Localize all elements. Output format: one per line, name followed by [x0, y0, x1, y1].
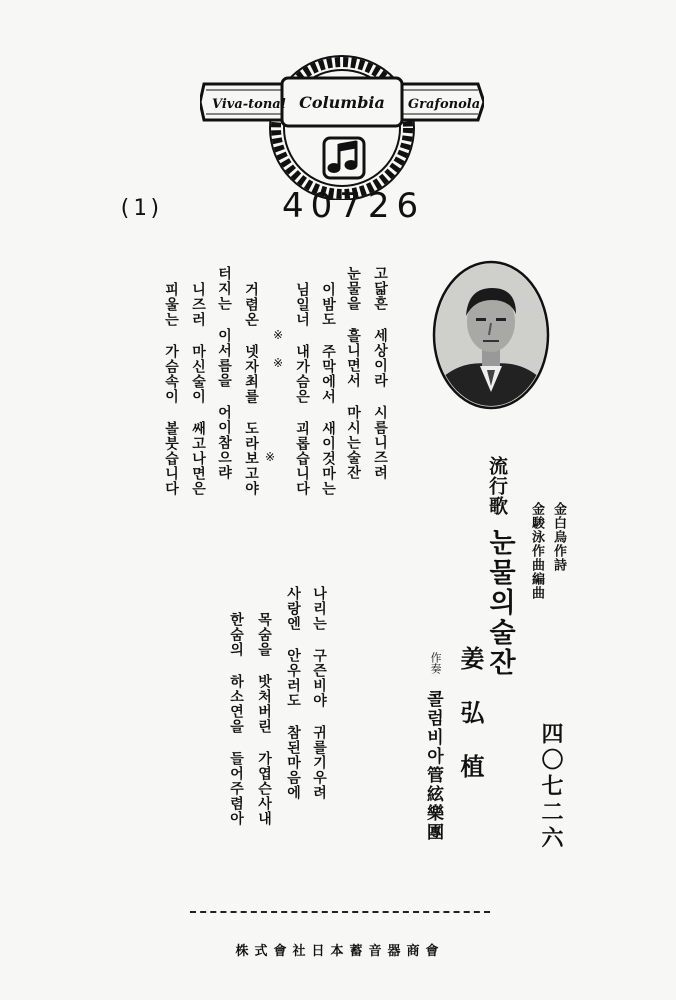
lyric-line: 니즈러 마신술이 쌔고나면은 — [190, 282, 206, 496]
orchestra-name: 콜럼비아管絃樂團 — [423, 690, 443, 842]
lyric-line: 피울는 가슴속이 볼붓습니다 — [163, 282, 179, 496]
lyric-line: 고닯흔 세상이라 시름니즈려 — [372, 266, 388, 480]
lyric-line: 터지는 이서름을 어이참으랴 — [216, 266, 232, 480]
footer-divider — [190, 911, 490, 913]
performer-role: 作奏 — [429, 652, 442, 674]
columbia-logo — [200, 52, 484, 200]
lyric-line: 한숨의 하소연을 들어주렴아 — [228, 612, 244, 826]
lyric-line: 목숨을 밧처버린 가엽슨사내 — [256, 612, 272, 826]
lyric-line: 거렴온 넷자최를 도라보고야 — [243, 282, 259, 496]
performer-name: 姜弘植 — [456, 646, 485, 808]
logo-center-text: Columbia — [299, 93, 385, 112]
catalog-number: 40726 — [282, 186, 426, 226]
side-number: (1) — [118, 196, 164, 221]
logo-left-text: Viva-tonal — [212, 97, 286, 112]
performer-portrait — [432, 260, 550, 410]
logo-right-text: Grafonola — [408, 97, 481, 112]
composer-credit: 金駿泳作曲編曲 — [529, 502, 544, 600]
music-notes-icon — [324, 138, 364, 178]
publisher-name: 株式會社日本蓄音器商會 — [235, 944, 445, 959]
catalog-number-cjk: 四〇七二六 — [538, 722, 564, 852]
song-title: 눈물의술잔 — [484, 528, 515, 678]
verse-separator: ※ ※ — [271, 328, 285, 370]
lyric-line: 눈물을 흘니면서 마시는술잔 — [345, 266, 361, 480]
verse-separator: ※ — [263, 450, 277, 464]
lyric-line: 님일너 내가슴은 괴롭습니다 — [294, 282, 310, 496]
lyric-line: 사랑엔 안우러도 참된마음에 — [285, 586, 301, 800]
song-genre: 流行歌 — [486, 456, 508, 516]
lyric-line: 이밤도 주막에서 새이것마는 — [320, 282, 336, 496]
lyric-line: 나리는 구즌비야 귀를기우려 — [311, 586, 327, 800]
lyricist-credit: 金白烏作詩 — [551, 502, 566, 572]
